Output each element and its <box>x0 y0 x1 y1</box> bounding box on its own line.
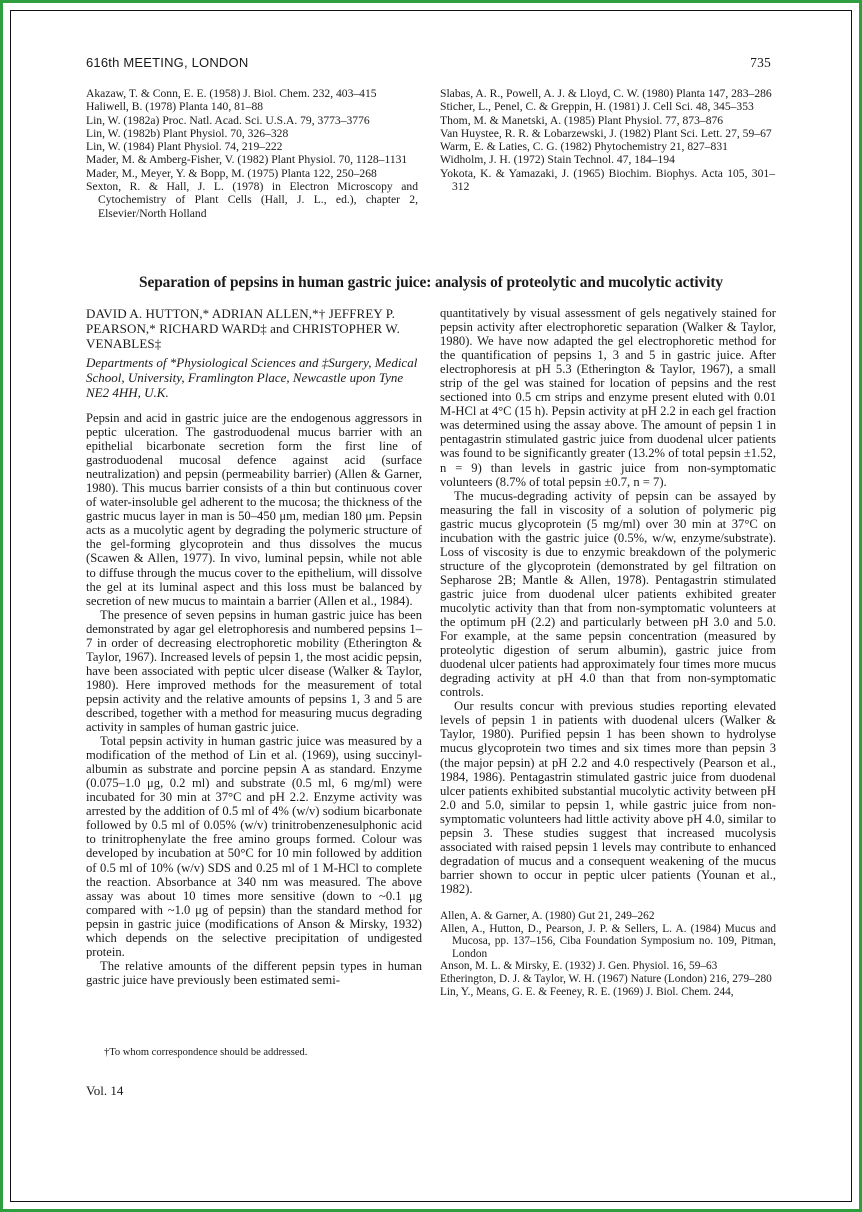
page-number: 735 <box>750 55 771 70</box>
reference: Haliwell, B. (1978) Planta 140, 81–88 <box>86 100 264 114</box>
reference: Sticher, L., Penel, C. & Greppin, H. (1981) J. Cell Sci. 48, 345–353 <box>440 100 754 114</box>
reference: Warm, E. & Laties, C. G. (1982) Phytochemistry 21, 827–831 <box>440 140 728 154</box>
paragraph: The mucus-degrading activity of pepsin can be assayed by measuring the fall in viscosity of a solution of polymeric pig gastric mucus glycoprotein (5 mg/ml) over 30 min at 37°C on incubation with the gastric juice (0.5%, w/w, enzyme/substrate). Loss of viscosity is due to enzymic breakdown of the polymeric structure of the glycoprotein (demonstrated by gel filtration on Sepharose 2B; Mantle & Allen, 1978). Pentagastrin stimulated gastric juice from duodenal ulcer patients exhibited greater mucolytic activity than that from non-symptomatic volunteers at the optimum pH (2.2) and particularly between pH 3.0 and 5.0. For example, at the same pepsin concentration (measured by proteolytic digestion of serum albumin), gastric juice from duodenal ulcer patients had approximately four times more mucus degrading activity at pH 4.0 than that from non-symptomatic controls. <box>440 488 776 700</box>
reference: Lin, W. (1984) Plant Physiol. 74, 219–222 <box>86 140 283 154</box>
reference: Lin, Y., Means, G. E. & Feeney, R. E. (1969) J. Biol. Chem. 244, <box>440 985 734 998</box>
paragraph: Total pepsin activity in human gastric juice was measured by a modification of the method of Lin et al. (1969), using succinyl-albumin as substrate and porcine pepsin A as standard. Enzyme (0.075–1.0 μg, 0.2 ml) and substrate (0.5 ml, 6 mg/ml) were incubated for 30 min at 37°C and pH 2.2. Enzyme activity was arrested by the addition of 0.5 ml of 4% (w/v) sodium bicarbonate followed by 0.5 ml of 0.05% (w/v) trinitrobenzenesulphonic acid to trinitrophenylate the free amino groups formed. Colour was developed by incubation at 50°C for 10 min followed by addition of 0.5 ml of 10% (w/v) SDS and 0.25 ml of 1 M-HCl to complete the reaction. Absorbance at 340 nm was measured. The above assay was about 10 times more sensitive (down to ~0.1 μg compared with ~1.0 μg of pepsin) than the standard method for pepsin in gastric juice (modifications of Anson & Mirsky, 1932) which depends on the selective precipitation of undigested protein. <box>86 734 422 959</box>
reference: Van Huystee, R. R. & Lobarzewski, J. (1982) Plant Sci. Lett. 27, 59–67 <box>440 126 772 140</box>
left-column <box>86 306 422 987</box>
volume-label: Vol. 14 <box>86 1083 124 1098</box>
author-list: DAVID A. HUTTON,* ADRIAN ALLEN,*† JEFFREY P. PEARSON,* RICHARD WARD‡ and CHRISTOPHER W. VENABLES‡ <box>86 306 400 351</box>
paragraph: quantitatively by visual assessment of gels negatively stained for pepsin activity after electrophoretic separation (Walker & Taylor, 1980). We have now adapted the gel electrophoretic method for the quantification of pepsins 1, 3 and 5 in gastric juice. After electrophoresis at pH 5.3 (Etherington & Taylor, 1967), a small strip of the gel was stained for location of pepsins and the rest sectioned into 0.5 cm strips and enzyme present eluted with 0.01 M-HCl at 4°C (15 h). Pepsin activity at pH 2.2 in each gel fraction was determined using the assay above. The amount of pepsin 1 in pentagastrin stimulated gastric juice from duodenal ulcer patients was found to be significantly greater (13.2% of total pepsin ±1.52, n = 9) than levels in gastric juice from non-symptomatic volunteers (8.7% of total pepsin ±0.7, n = 7). <box>440 306 776 489</box>
paragraph: The relative amounts of the different pepsin types in human gastric juice have previously been estimated semi- <box>86 958 422 987</box>
body-text-right <box>440 306 776 896</box>
article-title: Separation of pepsins in human gastric juice: analysis of proteolytic and mucolytic activity <box>139 274 723 291</box>
reference: Slabas, A. R., Powell, A. J. & Lloyd, C. W. (1980) Planta 147, 283–286 <box>440 87 772 100</box>
reference: Widholm, J. H. (1972) Stain Technol. 47, 184–194 <box>440 153 675 167</box>
paragraph: Our results concur with previous studies reporting elevated levels of pepsin 1 in patients with duodenal ulcers (Walker & Taylor, 1980). Purified pepsin 1 has been shown to hydrolyse mucus glycoprotein two times and six times more than pepsin 3 (the major pepsin) at pH 2.2 and 4.0 respectively (Pearson et al., 1984, 1986). Pentagastrin stimulated gastric juice from duodenal ulcer patients exhibited substantial mucolytic activity between pH 2.0 and 5.0, similar to pepsin 1, while gastric juice from non-symptomatic volunteers had little activity above pH 4.0, similar to pepsin 3. These studies suggest that increased mucolysis associated with raised pepsin 1 levels may contribute to enhanced degradation of mucus and a consequent weakening of the mucus barrier shown to occur in peptic ulcer patients (Younan et al., 1982). <box>440 699 776 896</box>
bottom-references <box>440 910 776 998</box>
reference: Akazaw, T. & Conn, E. E. (1958) J. Biol. Chem. 232, 403–415 <box>86 87 377 100</box>
reference: Lin, W. (1982a) Proc. Natl. Acad. Sci. U.S.A. 79, 3773–3776 <box>86 113 370 127</box>
reference: Sexton, R. & Hall, J. L. (1978) in Electron Microscopy and Cytochemistry of Plant Cells (Hall, J. L., ed.), chapter 2, Elsevier/North Holland <box>86 180 418 220</box>
reference: Thom, M. & Manetski, A. (1985) Plant Physiol. 77, 873–876 <box>440 113 724 127</box>
reference: Mader, M. & Amberg-Fisher, V. (1982) Plant Physiol. 70, 1128–1131 <box>86 153 408 167</box>
reference: Allen, A., Hutton, D., Pearson, J. P. & Sellers, L. A. (1984) Mucus and Mucosa, pp. 137–156, Ciba Foundation Symposium no. 109, Pitman, London <box>440 922 776 960</box>
running-header: 616th MEETING, LONDON <box>86 55 249 70</box>
reference: Allen, A. & Garner, A. (1980) Gut 21, 249–262 <box>440 909 655 922</box>
paragraph: The presence of seven pepsins in human gastric juice has been demonstrated by agar gel eletrophoresis and numbered pepsins 1–7 in order of decreasing electrophoretic mobility (Etherington & Taylor, 1967). Increased levels of pepsin 1, the most acidic pepsin, have been associated with peptic ulcer disease (Walker & Taylor, 1980). Here improved methods for the measurement of total pepsin activity and the relative amounts of pepsins 1, 3 and 5 are described, together with a method for measuring mucus degrading activity in samples of human gastric juice. <box>86 607 422 735</box>
affiliation: Departments of *Physiological Sciences and ‡Surgery, Medical School, University, Framlington Place, Newcastle upon Tyne NE2 4HH, U.K. <box>86 355 418 400</box>
reference: Lin, W. (1982b) Plant Physiol. 70, 326–328 <box>86 126 289 140</box>
right-column <box>440 306 776 998</box>
paragraph: Pepsin and acid in gastric juice are the endogenous aggressors in peptic ulceration. The gastroduodenal mucus barrier with an epithelial bicarbonate secretion form the first line of gastroduodenal mucosal defence against acid (surface neutralization) and pepsin (permeability barrier) (Allen & Garner, 1980). This mucus barrier consists of a thin but continuous cover of water-insoluble gel adherent to the mucosa; the thickness of the gastric mucus layer in man is 50–450 μm, median 180 μm. Pepsin acts as a mucolytic agent by degrading the polymeric structure of the gel-forming glycoprotein and thus dissolves the mucus (Scawen & Allen, 1977). In vivo, luminal pepsin, while not able to diffuse through the mucus cover to the epithelium, will dissolve the gel at its luminal aspect and this loss must be balanced by secretion of new mucus to maintain a barrier (Allen et al., 1984). <box>86 411 422 608</box>
reference: Etherington, D. J. & Taylor, W. H. (1967) Nature (London) 216, 279–280 <box>440 972 772 985</box>
body-text-left <box>86 411 422 987</box>
reference: Anson, M. L. & Mirsky, E. (1932) J. Gen. Physiol. 16, 59–63 <box>440 960 718 973</box>
reference: Mader, M., Meyer, Y. & Bopp, M. (1975) Planta 122, 250–268 <box>86 166 377 180</box>
reference: Yokota, K. & Yamazaki, J. (1965) Biochim. Biophys. Acta 105, 301–312 <box>440 166 775 194</box>
correspondence-footnote: †To whom correspondence should be addressed. <box>104 1047 308 1058</box>
top-references-right <box>440 87 775 193</box>
top-references-left <box>86 87 418 220</box>
